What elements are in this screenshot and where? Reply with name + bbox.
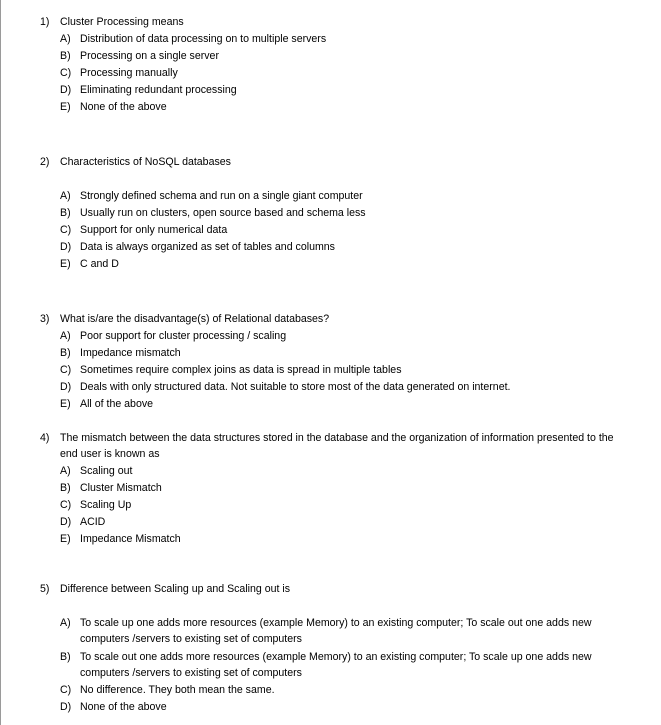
question-5-option-a-letter: A) [60,617,71,629]
question-1-option-d-letter: D) [60,84,72,96]
question-4-option-e-letter: E) [60,533,71,545]
question-1-option-c-text: Processing manually [80,67,178,79]
question-2-option-e-text: C and D [80,258,119,270]
question-5-number: 5) [40,583,50,595]
question-4-option-d-letter: D) [60,516,72,528]
question-4-option-c-text: Scaling Up [80,499,132,511]
question-3-option-a-letter: A) [60,330,71,342]
question-2-option-d-text: Data is always organized as set of tables and columns [80,241,335,253]
question-2-number: 2) [40,156,50,168]
question-5-option-a-text-line-2: computers /servers to existing set of computers [80,633,302,645]
question-5-option-d-text: None of the above [80,701,167,713]
question-3-option-e-letter: E) [60,398,71,410]
question-4-option-b-letter: B) [60,482,71,494]
question-1-option-c-letter: C) [60,67,72,79]
question-4-number: 4) [40,432,50,444]
question-5-option-a-text-line-1: To scale up one adds more resources (example Memory) to an existing computer; To scale out one adds new [80,617,592,629]
question-4-option-b-text: Cluster Mismatch [80,482,162,494]
question-1-number: 1) [40,16,50,28]
question-2-option-c-text: Support for only numerical data [80,224,228,236]
question-3-number: 3) [40,313,50,325]
question-3-option-c-text: Sometimes require complex joins as data is spread in multiple tables [80,364,402,376]
question-2-option-a-text: Strongly defined schema and run on a single giant computer [80,190,363,202]
question-2-option-b-text: Usually run on clusters, open source based and schema less [80,207,366,219]
question-1-option-b-text: Processing on a single server [80,50,219,62]
question-3-option-b-letter: B) [60,347,71,359]
question-2-option-c-letter: C) [60,224,72,236]
question-1-option-a-text: Distribution of data processing on to multiple servers [80,33,327,45]
page-left-edge [0,0,1,725]
question-5-text: Difference between Scaling up and Scaling out is [60,583,291,595]
question-3-option-d-text: Deals with only structured data. Not suitable to store most of the data generated on internet. [80,381,511,393]
question-3-option-a-text: Poor support for cluster processing / scaling [80,330,287,342]
question-1-text: Cluster Processing means [60,16,184,28]
question-1-option-d-text: Eliminating redundant processing [80,84,237,96]
question-2-text: Characteristics of NoSQL databases [60,156,231,168]
question-4-option-e-text: Impedance Mismatch [80,533,181,545]
question-4-option-d-text: ACID [80,516,106,528]
question-1-option-a-letter: A) [60,33,71,45]
question-5-option-d-letter: D) [60,701,72,713]
question-1-option-e-letter: E) [60,101,71,113]
question-3-option-e-text: All of the above [80,398,154,410]
question-3-option-c-letter: C) [60,364,72,376]
question-2-option-a-letter: A) [60,190,71,202]
question-4-option-c-letter: C) [60,499,72,511]
question-3-option-b-text: Impedance mismatch [80,347,181,359]
question-5-option-c-text: No difference. They both mean the same. [80,684,275,696]
question-5-option-b-letter: B) [60,651,71,663]
question-5-option-c-letter: C) [60,684,72,696]
question-1-option-e-text: None of the above [80,101,167,113]
question-4-text-line-2: end user is known as [60,448,160,460]
question-5-option-b-text-line-1: To scale out one adds more resources (example Memory) to an existing computer; To scale up one adds new [80,651,592,663]
question-4-option-a-letter: A) [60,465,71,477]
question-2-option-e-letter: E) [60,258,71,270]
question-4-option-a-text: Scaling out [80,465,133,477]
question-3-text: What is/are the disadvantage(s) of Relational databases? [60,313,330,325]
question-3-option-d-letter: D) [60,381,72,393]
question-2-option-d-letter: D) [60,241,72,253]
question-1-option-b-letter: B) [60,50,71,62]
question-2-option-b-letter: B) [60,207,71,219]
question-5-option-b-text-line-2: computers /servers to existing set of computers [80,667,302,679]
question-4-text-line-1: The mismatch between the data structures stored in the database and the organization of information presented to the [60,432,614,444]
